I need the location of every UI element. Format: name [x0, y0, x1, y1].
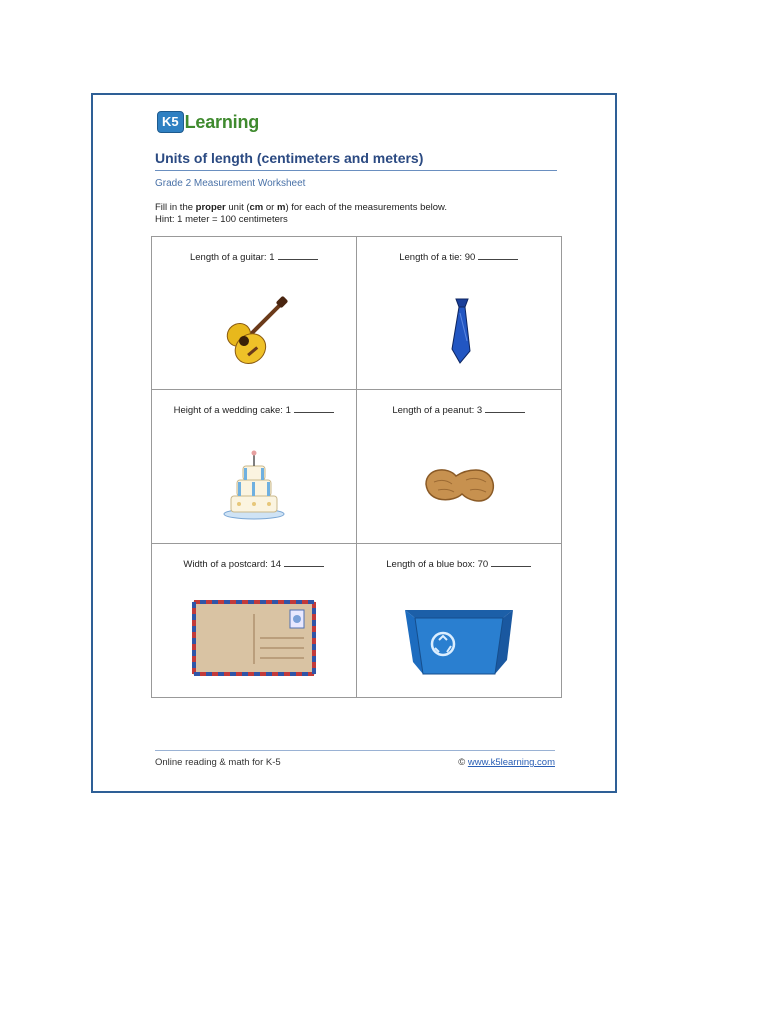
question-cell-peanut — [357, 390, 562, 543]
instructions-line-1: Fill in the proper unit (cm or m) for each of the measurements below. — [155, 202, 448, 213]
question-prompt: Length of a blue box: 70 — [357, 558, 562, 570]
guitar-icon — [214, 291, 294, 371]
k5learning-link[interactable]: www.k5learning.com — [467, 757, 555, 768]
answer-blank[interactable] — [478, 251, 518, 260]
title-divider — [155, 170, 557, 171]
peanut-icon — [414, 454, 504, 514]
question-cell-wedding-cake — [152, 390, 357, 543]
question-prompt: Length of a tie: 90 — [357, 251, 562, 263]
postcard-icon — [192, 598, 316, 678]
question-cell-guitar — [152, 237, 357, 390]
blue-box-icon — [399, 596, 519, 680]
question-prompt: Length of a guitar: 1 — [152, 251, 356, 263]
instructions-hint: Hint: 1 meter = 100 centimeters — [155, 214, 288, 225]
answer-blank[interactable] — [294, 404, 334, 413]
footer-tagline: Online reading & math for K-5 — [155, 757, 281, 768]
answer-blank[interactable] — [284, 558, 324, 567]
question-prompt: Width of a postcard: 14 — [152, 558, 356, 570]
footer-divider — [155, 750, 555, 751]
question-prompt: Length of a peanut: 3 — [357, 404, 562, 416]
answer-blank[interactable] — [491, 558, 531, 567]
worksheet-page — [91, 93, 617, 793]
k5-learning-logo — [157, 109, 259, 135]
copyright-symbol: © — [458, 757, 466, 768]
logo-badge: K5 — [157, 111, 184, 133]
question-cell-blue-box — [357, 544, 562, 697]
answer-blank[interactable] — [278, 251, 318, 260]
question-prompt: Height of a wedding cake: 1 — [152, 404, 356, 416]
question-cell-tie — [357, 237, 562, 390]
question-cell-postcard — [152, 544, 357, 697]
measurement-grid — [151, 236, 562, 698]
logo-wordmark: Learning — [184, 111, 260, 132]
answer-blank[interactable] — [485, 404, 525, 413]
wedding-cake-icon — [219, 444, 289, 524]
footer-link-group — [458, 757, 555, 768]
worksheet-title: Units of length (centimeters and meters) — [155, 150, 424, 166]
worksheet-subtitle: Grade 2 Measurement Worksheet — [155, 178, 306, 189]
tie-icon — [434, 291, 484, 371]
instructions — [155, 202, 447, 226]
